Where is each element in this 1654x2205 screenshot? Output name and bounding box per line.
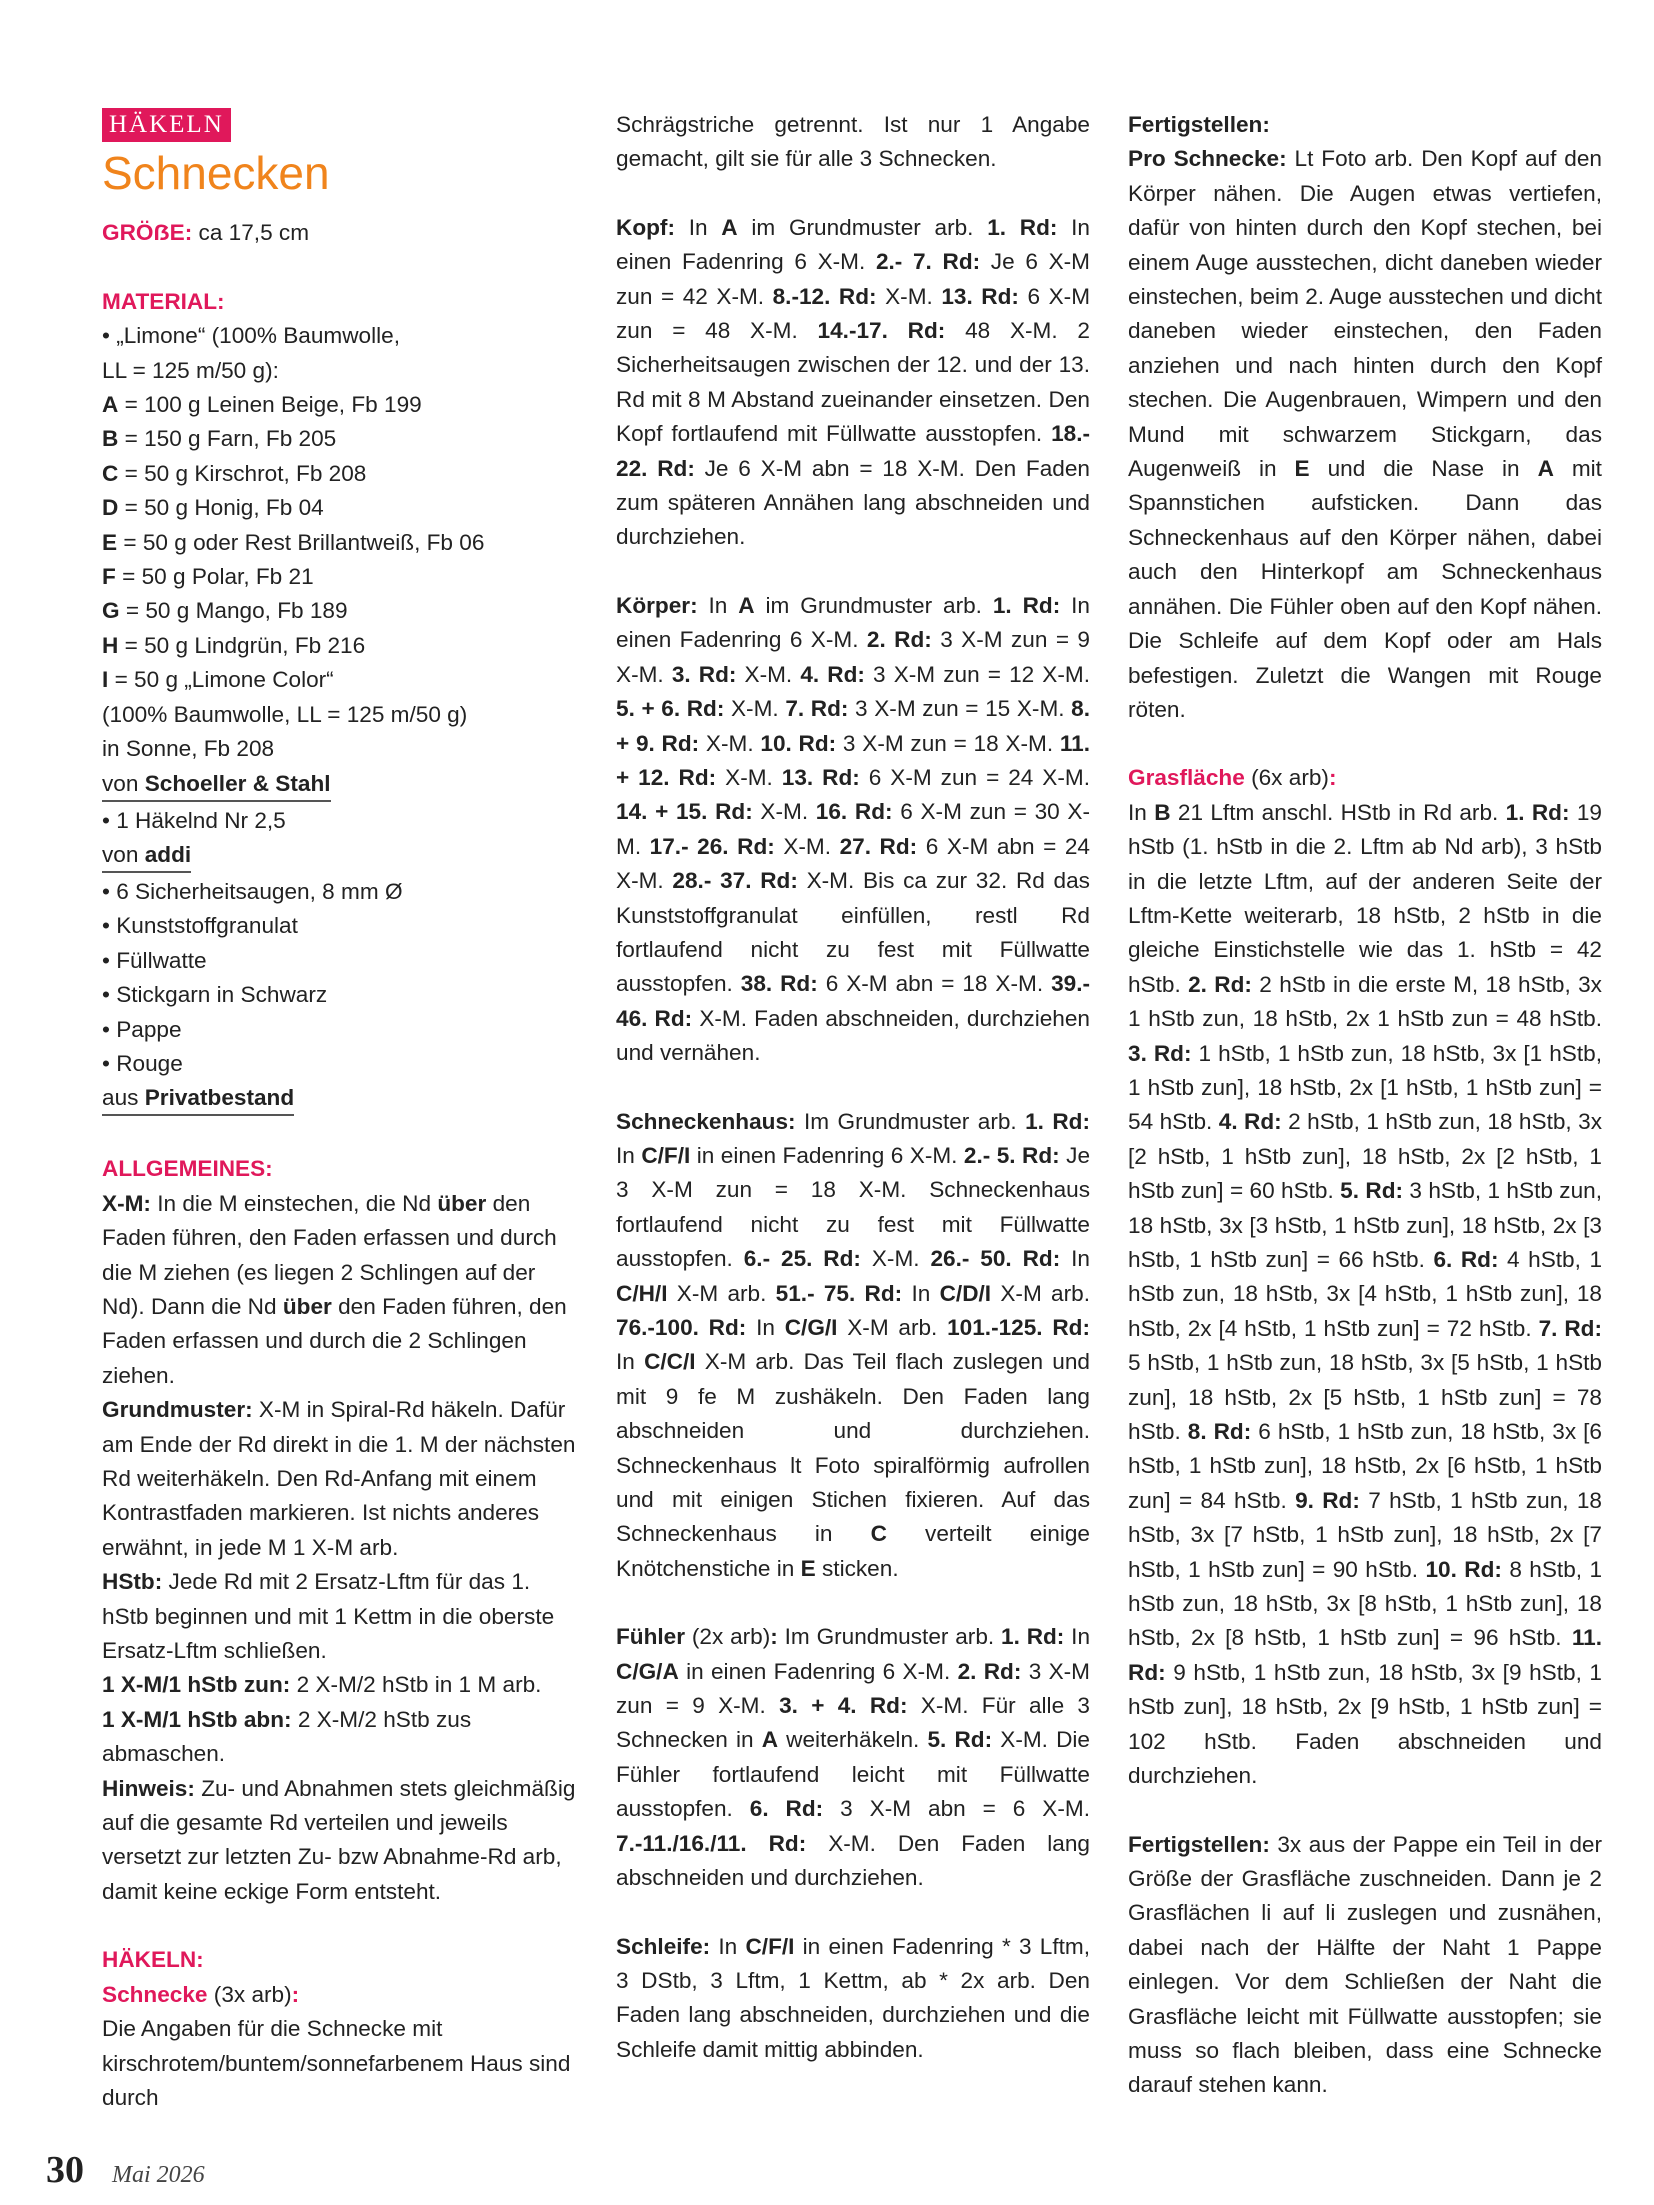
color-line: E = 50 g oder Rest Brillantweiß, Fb 06 xyxy=(102,529,485,555)
supplier-3: aus Privatbestand xyxy=(102,1083,294,1116)
color-line: D = 50 g Honig, Fb 04 xyxy=(102,495,324,521)
snail-intro-2: Schrägstriche getrennt. Ist nur 1 Angabe gemacht, gilt sie für alle 3 Schnecken. xyxy=(616,112,1090,172)
crochet-heading: HÄKELN: xyxy=(102,1947,204,1973)
supplier-2: von addi xyxy=(102,840,191,873)
bow-section: Schleife: In C/F/I in einen Fadenring * 3 Lftm, 3 DStb, 3 Lftm, 1 Kettm, ab * 2x arb. Den Faden lang abschneiden, durchziehen und die Schleife damit mittig abbinden. xyxy=(616,1933,1090,2062)
snail-heading: Schnecke (3x arb): xyxy=(102,1981,300,2007)
color-i-line-3: in Sonne, Fb 208 xyxy=(102,736,275,762)
color-i-line-2: (100% Baumwolle, LL = 125 m/50 g) xyxy=(102,701,468,727)
extra-item: • Füllwatte xyxy=(102,944,578,978)
size-label: GRÖẞE: xyxy=(102,220,193,246)
color-line: C = 50 g Kirschrot, Fb 208 xyxy=(102,460,367,486)
xm-paragraph: X-M: In die M einstechen, die Nd über den Faden führen, den Faden erfassen und durch die M ziehen (es liegen 2 Schlingen auf der Nd). Dann die Nd über den Faden führen, den Faden erfassen und durch die 2 Schlingen ziehen. xyxy=(102,1190,567,1388)
yarn-line-1: • „Limone“ (100% Baumwolle, xyxy=(102,319,578,353)
shell-section: Schneckenhaus: Im Grundmuster arb. 1. Rd: In C/F/I in einen Fadenring 6 X-M. 2.- 5. Rd: Je 3 X-M zun = 18 X-M. Schneckenhaus fortlaufend nicht zu fest mit Füllwatte ausstopfen. 6.- 25. Rd: X-M. 26.- 50. Rd: In C/H/I X-M arb. 51.- 75. Rd: In C/D/I X-M arb. 76.-100. Rd: In C/G/I X-M arb. 101.-125. Rd: In C/C/I X-M arb. Das Teil flach zuslegen und mit 9 fe M zushäkeln. Den Faden lang abschneiden und durchziehen. Schneckenhaus lt Foto spiralförmig aufrollen und mit einigen Stichen fixieren. Auf das Schneckenhaus in C verteilt einige Knötchenstiche in E sticken. xyxy=(616,1108,1091,1581)
hook-line: • 1 Häkelnd Nr 2,5 xyxy=(102,804,578,838)
page-footer xyxy=(46,2148,205,2192)
material-heading: MATERIAL: xyxy=(102,288,225,314)
page-title: Schnecken xyxy=(102,147,330,200)
head-section: Kopf: In A im Grundmuster arb. 1. Rd: In einen Fadenring 6 X-M. 2.- 7. Rd: Je 6 X-M zun = 42 X-M. 8.-12. Rd: X-M. 13. Rd: 6 X-M zun = 48 X-M. 14.-17. Rd: 48 X-M. 2 Sicherheitsaugen zwischen der 12. und der 13. Rd mit 8 M Abstand zueinander einsetzen. Den Kopf fortlaufend mit Füllwatte ausstopfen. 18.- 22. Rd: Je 6 X-M abn = 18 X-M. Den Faden zum späteren Annähen lang abschneiden und durchziehen. xyxy=(616,214,1091,550)
grass-heading: Grasfläche (6x arb): xyxy=(1128,765,1337,791)
abn-paragraph: 1 X-M/1 hStb abn: 2 X-M/2 hStb zus abmaschen. xyxy=(102,1706,472,1767)
color-line: A = 100 g Leinen Beige, Fb 199 xyxy=(102,392,422,418)
extra-item: • 6 Sicherheitsaugen, 8 mm Ø xyxy=(102,875,578,909)
column-3 xyxy=(1128,108,1602,2103)
snail-intro-1: Die Angaben für die Schnecke mit kirschrotem/buntem/sonnefarbenem Haus sind durch xyxy=(102,2016,571,2110)
column-2 xyxy=(616,108,1090,2067)
column-1 xyxy=(102,108,578,2115)
body-section: Körper: In A im Grundmuster arb. 1. Rd: In einen Fadenring 6 X-M. 2. Rd: 3 X-M zun = 9 X-M. 3. Rd: X-M. 4. Rd: 3 X-M zun = 12 X-M. 5. + 6. Rd: X-M. 7. Rd: 3 X-M zun = 15 X-M. 8. + 9. Rd: X-M. 10. Rd: 3 X-M zun = 18 X-M. 11. + 12. Rd: X-M. 13. Rd: 6 X-M zun = 24 X-M. 14. + 15. Rd: X-M. 16. Rd: 6 X-M zun = 30 X-M. 17.- 26. Rd: X-M. 27. Rd: 6 X-M abn = 24 X-M. 28.- 37. Rd: X-M. Bis ca zur 32. Rd das Kunststoffgranulat einfüllen, restl Rd fortlaufend nicht zu fest mit Füllwatte ausstopfen. 38. Rd: 6 X-M abn = 18 X-M. 39.- 46. Rd: X-M. Faden abschneiden, durchziehen und vernähen. xyxy=(616,592,1091,1066)
zun-paragraph: 1 X-M/1 hStb zun: 2 X-M/2 hStb in 1 M arb. xyxy=(102,1672,542,1698)
hstb-paragraph: HStb: Jede Rd mit 2 Ersatz-Lftm für das 1. hStb beginnen und mit 1 Kettm in die oberste Ersatz-Lftm schließen. xyxy=(102,1569,555,1664)
color-line: F = 50 g Polar, Fb 21 xyxy=(102,564,314,590)
hint-paragraph: Hinweis: Zu- und Abnahmen stets gleichmäßig auf die gesamte Rd verteilen und jeweils versetzt zur letzten Zu- bzw Abnahme-Rd arb, damit keine eckige Form entsteht. xyxy=(102,1775,576,1904)
grass-section: In B 21 Lftm anschl. HStb in Rd arb. 1. Rd: 19 hStb (1. hStb in die 2. Lftm ab Nd arb), 3 hStb in die letzte Lftm, auf der anderen Seite der Lftm-Kette weiterarb, 18 hStb, 2 hStb in die gleiche Einstichstelle wie das 1. hStb = 42 hStb. 2. Rd: 2 hStb in die erste M, 18 hStb, 3x 1 hStb zun, 18 hStb, 2x 1 hStb zun = 48 hStb. 3. Rd: 1 hStb, 1 hStb zun, 18 hStb, 3x [1 hStb, 1 hStb zun], 18 hStb, 2x [1 hStb, 1 hStb zun] = 54 hStb. 4. Rd: 2 hStb, 1 hStb zun, 18 hStb, 3x [2 hStb, 1 hStb zun], 18 hStb, 2x [2 hStb, 1 hStb zun] = 60 hStb. 5. Rd: 3 hStb, 1 hStb zun, 18 hStb, 3x [3 hStb, 1 hStb zun], 18 hStb, 2x [3 hStb, 1 hStb zun] = 66 hStb. 6. Rd: 4 hStb, 1 hStb zun, 18 hStb, 3x [4 hStb, 1 hStb zun], 18 hStb, 2x [4 hStb, 1 hStb zun] = 72 hStb. 7. Rd: 5 hStb, 1 hStb zun, 18 hStb, 3x [5 hStb, 1 hStb zun], 18 hStb, 2x [5 hStb, 1 hStb zun] = 78 hStb. 8. Rd: 6 hStb, 1 hStb zun, 18 hStb, 3x [6 hStb, 1 hStb zun], 18 hStb, 2x [6 hStb, 1 hStb zun] = 84 hStb. 9. Rd: 7 hStb, 1 hStb zun, 18 hStb, 3x [7 hStb, 1 hStb zun], 18 hStb, 2x [7 hStb, 1 hStb zun] = 90 hStb. 10. Rd: 8 hStb, 1 hStb zun, 18 hStb, 3x [8 hStb, 1 hStb zun], 18 hStb, 2x [8 hStb, 1 hStb zun] = 96 hStb. 11. Rd: 9 hStb, 1 hStb zun, 18 hStb, 3x [9 hStb, 1 hStb zun], 18 hStb, 2x [9 hStb, 1 hStb zun] = 102 hStb. Faden abschneiden und durchziehen. xyxy=(1128,799,1603,1789)
size-line xyxy=(102,216,578,250)
color-line: I = 50 g „Limone Color“ xyxy=(102,667,334,693)
material-list xyxy=(102,319,578,1118)
size-value: ca 17,5 cm xyxy=(198,220,310,246)
color-line: G = 50 g Mango, Fb 189 xyxy=(102,598,348,624)
yarn-line-2: LL = 125 m/50 g): xyxy=(102,357,279,383)
color-line: B = 150 g Farn, Fb 205 xyxy=(102,426,337,452)
extra-item: • Kunststoffgranulat xyxy=(102,909,578,943)
color-line: H = 50 g Lindgrün, Fb 216 xyxy=(102,632,366,658)
finish-heading: Fertigstellen: xyxy=(1128,112,1270,137)
gm-paragraph: Grundmuster: X-M in Spiral-Rd häkeln. Dafür am Ende der Rd direkt in die 1. M der nächsten Rd weiterhäkeln. Den Rd-Anfang mit einem Kontrastfaden markieren. Ist nichts anderes erwähnt, in jede M 1 X-M arb. xyxy=(102,1397,576,1560)
issue-date: Mai 2026 xyxy=(112,2162,205,2188)
page-number: 30 xyxy=(46,2149,84,2191)
category-tag: HÄKELN xyxy=(102,108,231,142)
extra-item: • Rouge xyxy=(102,1047,578,1081)
extra-item: • Pappe xyxy=(102,1013,578,1047)
extra-item: • Stickgarn in Schwarz xyxy=(102,978,578,1012)
antennae-section: Fühler (2x arb): Im Grundmuster arb. 1. Rd: In C/G/A in einen Fadenring 6 X-M. 2. Rd: 3 X-M zun = 9 X-M. 3. + 4. Rd: X-M. Für alle 3 Schnecken in A weiterhäkeln. 5. Rd: X-M. Die Fühler fortlaufend leicht mit Füllwatte ausstopfen. 6. Rd: 3 X-M abn = 6 X-M. 7.-11./16./11. Rd: X-M. Den Faden lang abschneiden und durchziehen. xyxy=(616,1624,1091,1891)
final-assembly-section: Fertigstellen: 3x aus der Pappe ein Teil in der Größe der Grasfläche zuschneiden. Dann je 2 Grasflächen li auf li zuslegen und zusnähen, dabei nach der Hälfte der Naht 1 Pappe einlegen. Vor dem Schließen der Naht die Grasfläche leicht mit Füllwatte ausstopfen; sie muss so flach bleiben, dass eine Schnecke darauf stehen kann. xyxy=(1128,1831,1602,2098)
general-heading: ALLGEMEINES: xyxy=(102,1156,273,1182)
per-snail-section: Pro Schnecke: Lt Foto arb. Den Kopf auf den Körper nähen. Die Augen etwas vertiefen, dafür von hinten durch den Kopf stechen, bei einem Auge ausstechen, dicht daneben wieder einstechen, beim 2. Auge ausstechen und dicht daneben wieder einstechen, den Faden anziehen und nach hinten durch den Kopf stechen. Die Augenbrauen, Wimpern und den Mund mit schwarzem Stickgarn, das Augenweiß in E und die Nase in A mit Spannstichen aufsticken. Dann das Schneckenhaus auf den Körper nähen, dabei auch den Hinterkopf am Schneckenhaus annähen. Die Fühler oben auf den Kopf nähen. Die Schleife auf dem Kopf oder am Hals befestigen. Zuletzt die Wangen mit Rouge röten. xyxy=(1128,146,1602,722)
supplier-1: von Schoeller & Stahl xyxy=(102,769,331,802)
